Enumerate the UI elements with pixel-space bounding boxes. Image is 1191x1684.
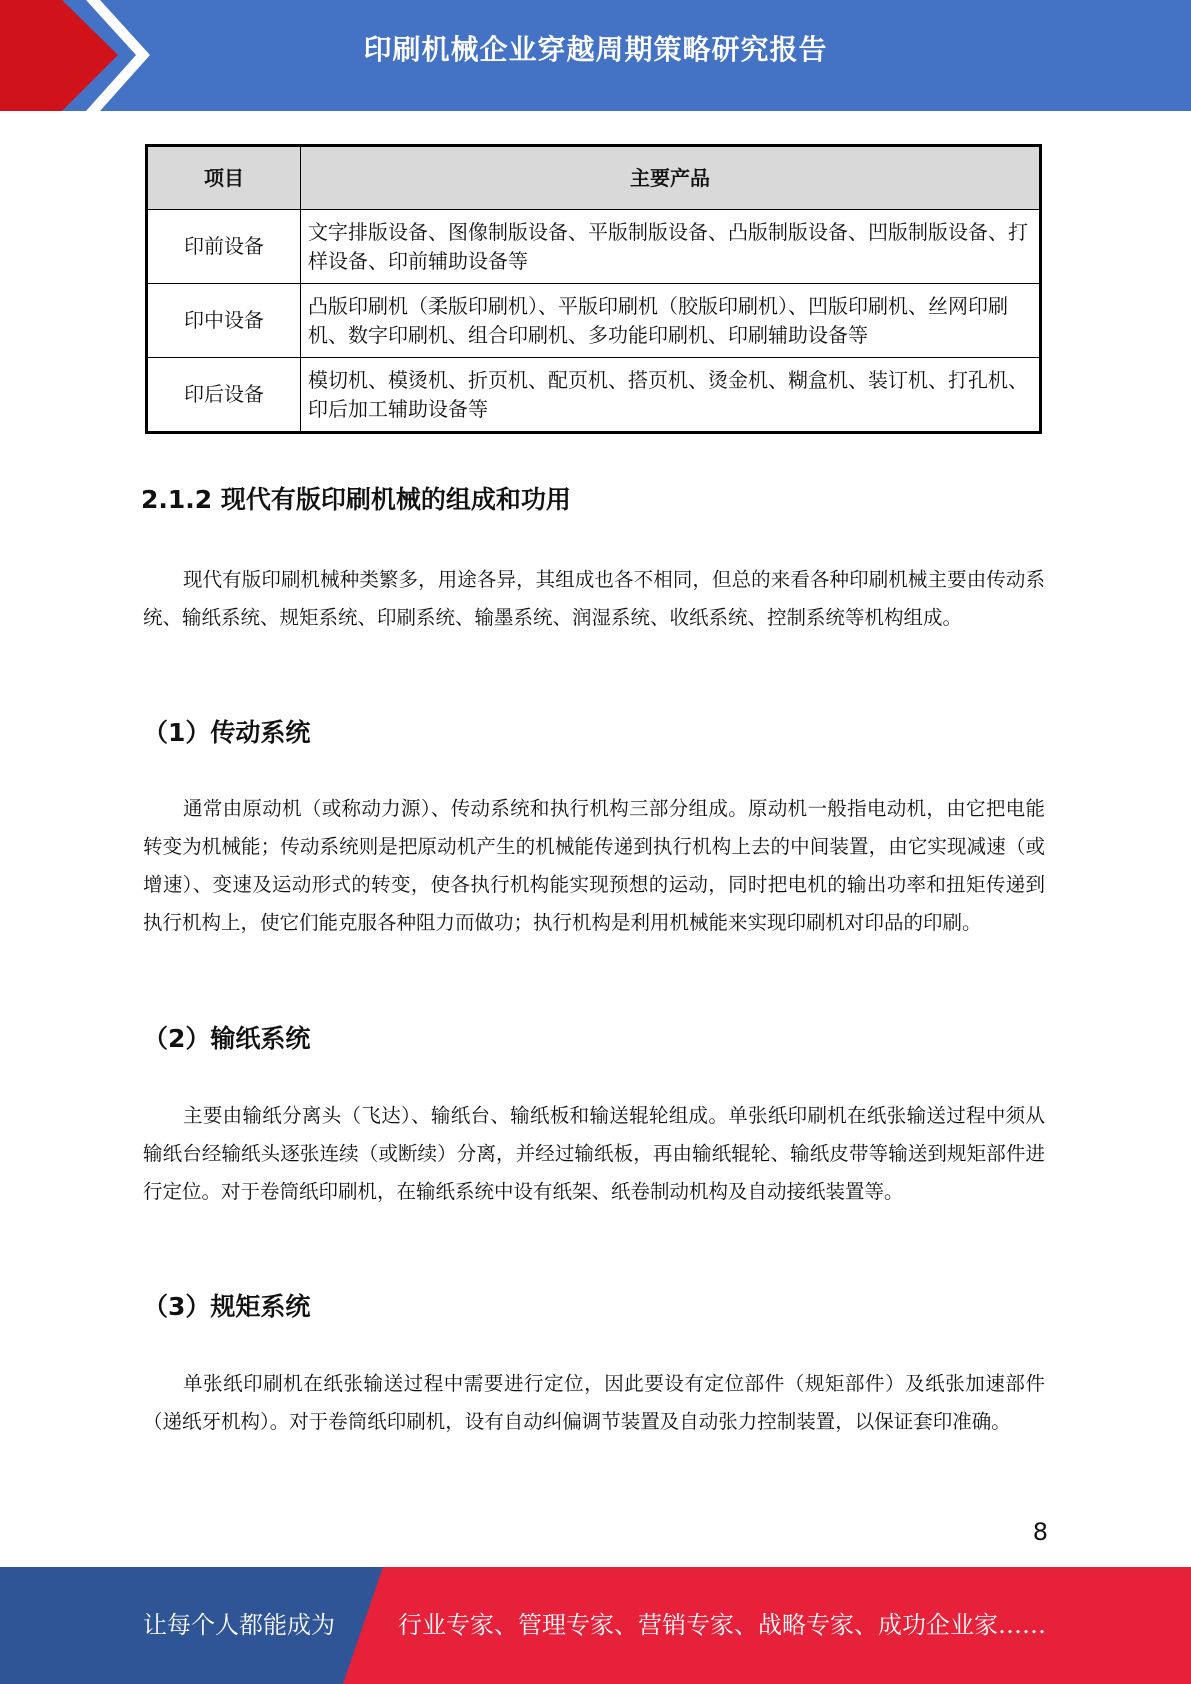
subsection-body-register: 单张纸印刷机在纸张输送过程中需要进行定位，因此要设有定位部件（规矩部件）及纸张加速部件（递纸牙机构）。对于卷筒纸印刷机，设有自动纠偏调节装置及自动张力控制装置，以保证套印准确。: [143, 1372, 1045, 1433]
table-cell-products: 文字排版设备、图像制版设备、平版制版设备、凸版制版设备、凹版制版设备、打样设备、印前辅助设备等: [301, 210, 1041, 284]
report-title: 印刷机械企业穿越周期策略研究报告: [363, 33, 828, 66]
table-cell-item: 印中设备: [147, 284, 301, 358]
page-header: [0, 0, 1191, 111]
table-row: [147, 210, 1041, 284]
column-header-item: 项目: [147, 146, 301, 210]
table-cell-item: 印后设备: [147, 358, 301, 433]
subsection-heading-register: （3）规矩系统: [143, 1292, 311, 1321]
subsection-body-feeding: 主要由输纸分离头（飞达）、输纸台、输纸板和输送辊轮组成。单张纸印刷机在纸张输送过程中须从输纸台经输纸头逐张连续（或断续）分离，并经过输纸板，再由输纸辊轮、输纸皮带等输送到规矩部件进行定位。对于卷筒纸印刷机，在输纸系统中设有纸架、纸卷制动机构及自动接纸装置等。: [143, 1104, 1045, 1203]
table-cell-products: 模切机、模烫机、折页机、配页机、搭页机、烫金机、糊盒机、装订机、打孔机、印后加工辅助设备等: [301, 358, 1041, 433]
footer-slogan-right: 行业专家、管理专家、营销专家、战略专家、成功企业家……: [398, 1611, 1046, 1639]
subsection-body-transmission: 通常由原动机（或称动力源）、传动系统和执行机构三部分组成。原动机一般指电动机，由它把电能转变为机械能；传动系统则是把原动机产生的机械能传递到执行机构上去的中间装置，由它实现减速（或增速）、变速及运动形式的转变，使各执行机构能实现预想的运动，同时把电机的输出功率和扭矩传递到执行机构上，使它们能克服各种阻力而做功；执行机构是利用机械能来实现印刷机对印品的印刷。: [143, 797, 1045, 934]
footer-slogan-left: 让每个人都能成为: [143, 1611, 335, 1639]
table-row: [147, 284, 1041, 358]
page-number: 8: [1032, 1518, 1048, 1546]
table-header-row: [147, 146, 1041, 210]
subsection-heading-transmission: （1）传动系统: [143, 718, 311, 747]
product-table: [145, 144, 1042, 434]
section-intro-paragraph: 现代有版印刷机械种类繁多，用途各异，其组成也各不相同，但总的来看各种印刷机械主要由传动系统、输纸系统、规矩系统、印刷系统、输墨系统、润湿系统、收纸系统、控制系统等机构组成。: [143, 568, 1045, 629]
column-header-products: 主要产品: [301, 146, 1041, 210]
page-footer: [0, 1567, 1191, 1684]
table-cell-item: 印前设备: [147, 210, 301, 284]
subsection-heading-feeding: （2）输纸系统: [143, 1024, 311, 1053]
table-cell-products: 凸版印刷机（柔版印刷机）、平版印刷机（胶版印刷机）、凹版印刷机、丝网印刷机、数字印刷机、组合印刷机、多功能印刷机、印刷辅助设备等: [301, 284, 1041, 358]
section-heading: 2.1.2 现代有版印刷机械的组成和功用: [141, 485, 571, 514]
table-row: [147, 358, 1041, 433]
